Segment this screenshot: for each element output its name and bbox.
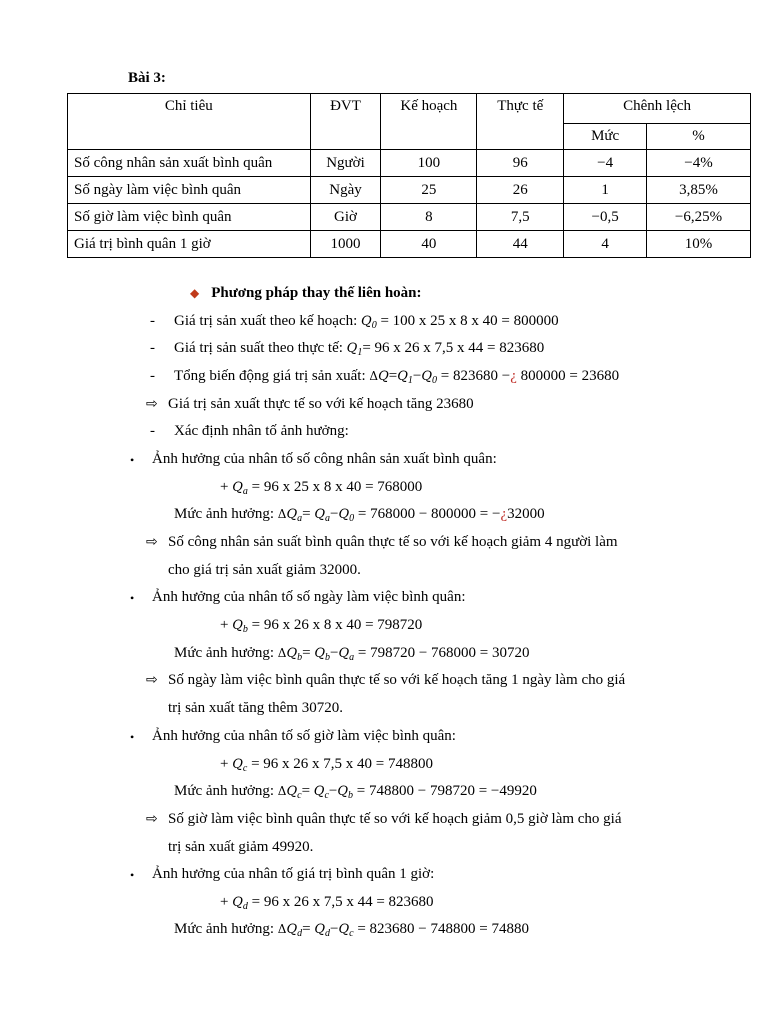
cell-chi-tieu: Giá trị bình quân 1 giờ bbox=[68, 231, 311, 258]
bullet-icon: • bbox=[130, 868, 135, 882]
cell-thuc-te: 26 bbox=[477, 177, 564, 204]
cell-dvt: 1000 bbox=[310, 231, 381, 258]
arrow-right-icon: ⇨ bbox=[146, 672, 158, 688]
factor-1-heading: Ảnh hưởng của nhân tố số công nhân sản xuất bình quân: bbox=[152, 451, 497, 467]
header-ke-hoach: Kế hoạch bbox=[381, 94, 477, 150]
factor-3-conclusion: ⇨ Số giờ làm việc bình quân thực tế so với kế hoạch giảm 0,5 giờ làm cho giá bbox=[146, 811, 622, 827]
cell-muc: 4 bbox=[564, 231, 647, 258]
method-line-3: - Tổng biến động giá trị sản xuất: $\Delta Q=Q_1-Q_0 = 823680$ −¿ 800000 = 23680 bbox=[150, 368, 620, 386]
bullet-icon: • bbox=[130, 591, 135, 605]
cell-dvt: Giờ bbox=[310, 204, 381, 231]
cell-thuc-te: 7,5 bbox=[477, 204, 564, 231]
diamond-bullet-icon: ◆ bbox=[190, 286, 200, 300]
factor-2-conclusion-cont: trị sản xuất tăng thêm 30720. bbox=[168, 700, 343, 716]
factor-2-muc: Mức ảnh hưởng: $\Delta Q_b= Q_b-Q_a = 798720 - 768000 = 30720$ bbox=[174, 645, 530, 663]
cell-thuc-te: 44 bbox=[477, 231, 564, 258]
factor-1-calc: + $Q_a = 96$ x 25 x 8 x 40 = 768000 bbox=[220, 479, 423, 497]
comparison-table bbox=[67, 93, 751, 258]
factor-4-heading: Ảnh hưởng của nhân tố giá trị bình quân 1 giờ: bbox=[152, 866, 435, 882]
arrow-right-icon: ⇨ bbox=[146, 534, 158, 550]
dash-marker: - bbox=[150, 340, 155, 356]
factor-2-conclusion: ⇨ Số ngày làm việc bình quân thực tế so với kế hoạch tăng 1 ngày làm cho giá bbox=[146, 672, 626, 688]
cell-muc: 1 bbox=[564, 177, 647, 204]
factor-2-heading: Ảnh hưởng của nhân tố số ngày làm việc bình quân: bbox=[152, 589, 466, 605]
factor-3-conclusion-cont: trị sản xuất giảm 49920. bbox=[168, 839, 314, 855]
dash-marker: - bbox=[150, 313, 155, 329]
dash-marker: - bbox=[150, 423, 155, 439]
arrow-right-icon: ⇨ bbox=[146, 811, 158, 827]
table-row bbox=[68, 204, 751, 231]
header-pct: % bbox=[647, 124, 751, 150]
factor-3-heading: Ảnh hưởng của nhân tố số giờ làm việc bình quân: bbox=[152, 728, 456, 744]
factor-1-conclusion: ⇨ Số công nhân sản suất bình quân thực tế so với kế hoạch giảm 4 người làm bbox=[146, 534, 618, 550]
header-muc: Mức bbox=[564, 124, 647, 150]
method-heading bbox=[190, 285, 422, 302]
cell-pct: 10% bbox=[647, 231, 751, 258]
cell-pct: −4% bbox=[647, 150, 751, 177]
header-dvt: ĐVT bbox=[310, 94, 381, 150]
bullet-icon: • bbox=[130, 453, 135, 467]
factor-1-muc: Mức ảnh hưởng: $\Delta Q_a= Q_a-Q_0 = 768000 - 800000$ = −¿32000 bbox=[174, 506, 545, 524]
factor-4-calc: + $Q_d = 96$ x 26 x 7,5 x 44 = 823680 bbox=[220, 894, 434, 912]
method-line-4: ⇨ Giá trị sản xuất thực tế so với kế hoạch tăng 23680 bbox=[146, 396, 474, 412]
header-chenh-lech: Chênh lệch bbox=[564, 94, 751, 124]
cell-muc: −0,5 bbox=[564, 204, 647, 231]
cell-pct: 3,85% bbox=[647, 177, 751, 204]
cell-ke-hoach: 40 bbox=[381, 231, 477, 258]
cell-ke-hoach: 100 bbox=[381, 150, 477, 177]
table-row bbox=[68, 150, 751, 177]
cell-dvt: Người bbox=[310, 150, 381, 177]
cell-chi-tieu: Số công nhân sản xuất bình quân bbox=[68, 150, 311, 177]
factor-1-conclusion-cont: cho giá trị sản xuất giảm 32000. bbox=[168, 562, 361, 578]
method-heading-text: Phương pháp thay thế liên hoàn: bbox=[211, 285, 422, 301]
cell-chi-tieu: Số ngày làm việc bình quân bbox=[68, 177, 311, 204]
cell-ke-hoach: 25 bbox=[381, 177, 477, 204]
method-line-5: - Xác định nhân tố ảnh hưởng: bbox=[150, 423, 349, 439]
method-line-2: - Giá trị sản suất theo thực tế: $Q_1= 96$ x 26 x 7,5 x 44 = 823680 bbox=[150, 340, 545, 358]
arrow-right-icon: ⇨ bbox=[146, 396, 158, 412]
cell-muc: −4 bbox=[564, 150, 647, 177]
cell-dvt: Ngày bbox=[310, 177, 381, 204]
bullet-icon: • bbox=[130, 730, 135, 744]
table-row bbox=[68, 231, 751, 258]
table-row bbox=[68, 177, 751, 204]
factor-2-calc: + $Q_b = 96$ x 26 x 8 x 40 = 798720 bbox=[220, 617, 423, 635]
header-chi-tieu: Chỉ tiêu bbox=[68, 94, 311, 150]
factor-4-muc: Mức ảnh hưởng: $\Delta Q_d= Q_d-Q_c = 823680 - 748800 = 74880$ bbox=[174, 921, 529, 939]
cell-thuc-te: 96 bbox=[477, 150, 564, 177]
cell-chi-tieu: Số giờ làm việc bình quân bbox=[68, 204, 311, 231]
factor-3-calc: + $Q_c = 96$ x 26 x 7,5 x 40 = 748800 bbox=[220, 756, 434, 774]
header-thuc-te: Thực tế bbox=[477, 94, 564, 150]
exercise-title: Bài 3: bbox=[128, 70, 166, 86]
method-line-1: - Giá trị sản xuất theo kế hoạch: $Q_0 = 100$ x 25 x 8 x 40 = 800000 bbox=[150, 313, 559, 331]
cell-pct: −6,25% bbox=[647, 204, 751, 231]
cell-ke-hoach: 8 bbox=[381, 204, 477, 231]
dash-marker: - bbox=[150, 368, 155, 384]
factor-3-muc: Mức ảnh hưởng: $\Delta Q_c= Q_c-Q_b = 748800 - 798720 = -49920$ bbox=[174, 783, 537, 801]
